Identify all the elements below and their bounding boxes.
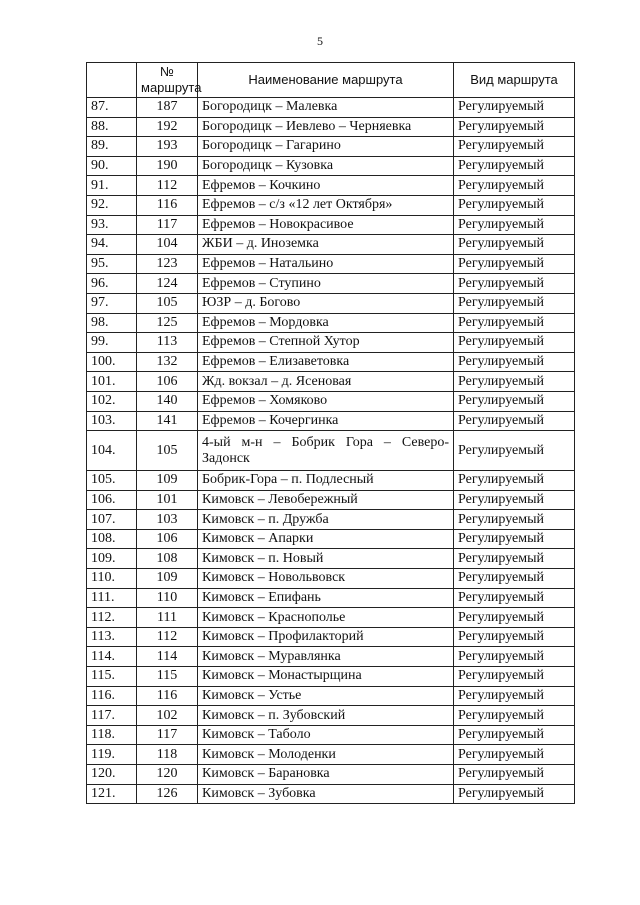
cell-route-number: 101 bbox=[137, 490, 198, 510]
cell-route-number: 112 bbox=[137, 176, 198, 196]
cell-route-type: Регулируемый bbox=[454, 569, 575, 589]
cell-route-type: Регулируемый bbox=[454, 510, 575, 530]
cell-route-name: ЖБИ – д. Иноземка bbox=[198, 235, 454, 255]
cell-route-number: 117 bbox=[137, 215, 198, 235]
table-row bbox=[87, 588, 575, 608]
cell-route-type: Регулируемый bbox=[454, 98, 575, 118]
cell-route-type: Регулируемый bbox=[454, 117, 575, 137]
cell-route-name: Ефремов – Новокрасивое bbox=[198, 215, 454, 235]
cell-route-type: Регулируемый bbox=[454, 254, 575, 274]
cell-route-number: 105 bbox=[137, 431, 198, 471]
cell-route-type: Регулируемый bbox=[454, 215, 575, 235]
table-row bbox=[87, 137, 575, 157]
cell-index: 107. bbox=[87, 510, 137, 530]
table-row bbox=[87, 254, 575, 274]
cell-index: 88. bbox=[87, 117, 137, 137]
cell-route-type: Регулируемый bbox=[454, 352, 575, 372]
cell-route-number: 187 bbox=[137, 98, 198, 118]
cell-route-name: Кимовск – Апарки bbox=[198, 529, 454, 549]
cell-route-number: 106 bbox=[137, 372, 198, 392]
cell-index: 101. bbox=[87, 372, 137, 392]
cell-index: 94. bbox=[87, 235, 137, 255]
cell-route-number: 104 bbox=[137, 235, 198, 255]
cell-route-number: 113 bbox=[137, 333, 198, 353]
cell-index: 111. bbox=[87, 588, 137, 608]
table-row bbox=[87, 195, 575, 215]
cell-route-type: Регулируемый bbox=[454, 176, 575, 196]
cell-route-number: 123 bbox=[137, 254, 198, 274]
cell-route-name: Ефремов – Натальино bbox=[198, 254, 454, 274]
cell-route-number: 109 bbox=[137, 471, 198, 491]
cell-route-type: Регулируемый bbox=[454, 608, 575, 628]
table-row bbox=[87, 510, 575, 530]
table-row bbox=[87, 549, 575, 569]
table-row bbox=[87, 431, 575, 471]
cell-route-name: Богородицк – Гагарино bbox=[198, 137, 454, 157]
cell-route-name: Ефремов – Елизаветовка bbox=[198, 352, 454, 372]
cell-route-name: Кимовск – Краснополье bbox=[198, 608, 454, 628]
cell-index: 109. bbox=[87, 549, 137, 569]
table-row bbox=[87, 706, 575, 726]
routes-table bbox=[86, 62, 575, 804]
cell-route-type: Регулируемый bbox=[454, 411, 575, 431]
cell-index: 119. bbox=[87, 745, 137, 765]
cell-route-name: Кимовск – п. Зубовский bbox=[198, 706, 454, 726]
table-row bbox=[87, 274, 575, 294]
cell-route-name: 4-ый м-н – Бобрик Гора – Северо-Задонск bbox=[198, 431, 454, 471]
cell-route-name: Кимовск – Таболо bbox=[198, 725, 454, 745]
table-row bbox=[87, 490, 575, 510]
table-row bbox=[87, 352, 575, 372]
cell-route-name: Кимовск – Монастырщина bbox=[198, 667, 454, 687]
cell-route-number: 114 bbox=[137, 647, 198, 667]
page-number: 5 bbox=[317, 34, 323, 48]
cell-index: 102. bbox=[87, 391, 137, 411]
cell-route-name: Кимовск – Зубовка bbox=[198, 784, 454, 804]
cell-route-number: 102 bbox=[137, 706, 198, 726]
cell-index: 92. bbox=[87, 195, 137, 215]
cell-route-name: Жд. вокзал – д. Ясеновая bbox=[198, 372, 454, 392]
table-row bbox=[87, 529, 575, 549]
cell-index: 89. bbox=[87, 137, 137, 157]
cell-index: 98. bbox=[87, 313, 137, 333]
cell-route-type: Регулируемый bbox=[454, 431, 575, 471]
cell-route-number: 106 bbox=[137, 529, 198, 549]
cell-route-name: Кимовск – Профилакторий bbox=[198, 627, 454, 647]
table-row bbox=[87, 745, 575, 765]
table-row bbox=[87, 293, 575, 313]
cell-route-number: 118 bbox=[137, 745, 198, 765]
cell-index: 90. bbox=[87, 156, 137, 176]
cell-route-name: Кимовск – Новольвовск bbox=[198, 569, 454, 589]
cell-index: 110. bbox=[87, 569, 137, 589]
cell-route-name: Кимовск – Епифань bbox=[198, 588, 454, 608]
cell-index: 100. bbox=[87, 352, 137, 372]
cell-route-number: 192 bbox=[137, 117, 198, 137]
cell-route-name: Кимовск – п. Дружба bbox=[198, 510, 454, 530]
header-route-type: Вид маршрута bbox=[454, 63, 575, 98]
table-body bbox=[87, 98, 575, 804]
cell-route-type: Регулируемый bbox=[454, 588, 575, 608]
cell-index: 103. bbox=[87, 411, 137, 431]
header-route-number-line2: маршрута bbox=[141, 80, 202, 95]
cell-route-type: Регулируемый bbox=[454, 529, 575, 549]
cell-route-number: 132 bbox=[137, 352, 198, 372]
cell-route-type: Регулируемый bbox=[454, 549, 575, 569]
cell-route-type: Регулируемый bbox=[454, 471, 575, 491]
cell-route-number: 110 bbox=[137, 588, 198, 608]
cell-route-number: 116 bbox=[137, 686, 198, 706]
cell-index: 115. bbox=[87, 667, 137, 687]
cell-route-name: Ефремов – Хомяково bbox=[198, 391, 454, 411]
cell-route-name: Кимовск – Левобережный bbox=[198, 490, 454, 510]
cell-index: 114. bbox=[87, 647, 137, 667]
cell-index: 97. bbox=[87, 293, 137, 313]
table-header-row bbox=[87, 63, 575, 98]
cell-index: 120. bbox=[87, 765, 137, 785]
cell-route-number: 140 bbox=[137, 391, 198, 411]
cell-route-type: Регулируемый bbox=[454, 235, 575, 255]
cell-route-type: Регулируемый bbox=[454, 372, 575, 392]
cell-route-name: Кимовск – Барановка bbox=[198, 765, 454, 785]
cell-route-name: Кимовск – п. Новый bbox=[198, 549, 454, 569]
cell-route-name: Кимовск – Устье bbox=[198, 686, 454, 706]
table-row bbox=[87, 333, 575, 353]
cell-index: 96. bbox=[87, 274, 137, 294]
cell-route-type: Регулируемый bbox=[454, 765, 575, 785]
cell-route-name: Ефремов – Кочкино bbox=[198, 176, 454, 196]
cell-index: 95. bbox=[87, 254, 137, 274]
cell-route-number: 103 bbox=[137, 510, 198, 530]
header-route-name: Наименование маршрута bbox=[198, 63, 454, 98]
cell-route-number: 126 bbox=[137, 784, 198, 804]
cell-route-name: Ефремов – Ступино bbox=[198, 274, 454, 294]
cell-route-number: 190 bbox=[137, 156, 198, 176]
cell-route-type: Регулируемый bbox=[454, 647, 575, 667]
cell-route-type: Регулируемый bbox=[454, 274, 575, 294]
cell-route-name: ЮЗР – д. Богово bbox=[198, 293, 454, 313]
cell-route-number: 125 bbox=[137, 313, 198, 333]
cell-route-type: Регулируемый bbox=[454, 725, 575, 745]
cell-route-type: Регулируемый bbox=[454, 333, 575, 353]
cell-route-number: 141 bbox=[137, 411, 198, 431]
cell-route-name: Богородицк – Иевлево – Черняевка bbox=[198, 117, 454, 137]
cell-route-type: Регулируемый bbox=[454, 706, 575, 726]
cell-route-name: Богородицк – Кузовка bbox=[198, 156, 454, 176]
cell-route-number: 124 bbox=[137, 274, 198, 294]
table-row bbox=[87, 667, 575, 687]
cell-route-type: Регулируемый bbox=[454, 745, 575, 765]
cell-route-type: Регулируемый bbox=[454, 137, 575, 157]
cell-route-name: Кимовск – Молоденки bbox=[198, 745, 454, 765]
cell-route-name: Ефремов – Степной Хутор bbox=[198, 333, 454, 353]
table-row bbox=[87, 372, 575, 392]
table-row bbox=[87, 608, 575, 628]
table-row bbox=[87, 391, 575, 411]
cell-index: 108. bbox=[87, 529, 137, 549]
cell-route-name: Ефремов – Кочергинка bbox=[198, 411, 454, 431]
cell-route-type: Регулируемый bbox=[454, 490, 575, 510]
table-row bbox=[87, 627, 575, 647]
cell-index: 99. bbox=[87, 333, 137, 353]
cell-route-type: Регулируемый bbox=[454, 313, 575, 333]
cell-route-number: 105 bbox=[137, 293, 198, 313]
cell-route-type: Регулируемый bbox=[454, 784, 575, 804]
header-index bbox=[87, 63, 137, 98]
table-row bbox=[87, 784, 575, 804]
table-row bbox=[87, 471, 575, 491]
cell-route-name: Кимовск – Муравлянка bbox=[198, 647, 454, 667]
table-row bbox=[87, 156, 575, 176]
table-row bbox=[87, 313, 575, 333]
header-route-number bbox=[137, 63, 202, 98]
cell-route-name: Бобрик-Гора – п. Подлесный bbox=[198, 471, 454, 491]
table-row bbox=[87, 98, 575, 118]
cell-route-type: Регулируемый bbox=[454, 195, 575, 215]
cell-index: 93. bbox=[87, 215, 137, 235]
cell-route-number: 111 bbox=[137, 608, 198, 628]
cell-route-number: 109 bbox=[137, 569, 198, 589]
cell-index: 112. bbox=[87, 608, 137, 628]
cell-index: 113. bbox=[87, 627, 137, 647]
cell-index: 106. bbox=[87, 490, 137, 510]
table-row bbox=[87, 686, 575, 706]
cell-index: 121. bbox=[87, 784, 137, 804]
cell-index: 118. bbox=[87, 725, 137, 745]
table-row bbox=[87, 765, 575, 785]
cell-index: 87. bbox=[87, 98, 137, 118]
cell-index: 105. bbox=[87, 471, 137, 491]
cell-route-number: 117 bbox=[137, 725, 198, 745]
cell-route-type: Регулируемый bbox=[454, 686, 575, 706]
cell-route-number: 120 bbox=[137, 765, 198, 785]
cell-route-name: Богородицк – Малевка bbox=[198, 98, 454, 118]
cell-index: 117. bbox=[87, 706, 137, 726]
cell-route-number: 193 bbox=[137, 137, 198, 157]
cell-route-type: Регулируемый bbox=[454, 156, 575, 176]
cell-index: 91. bbox=[87, 176, 137, 196]
table-row bbox=[87, 647, 575, 667]
header-route-number-line1: № bbox=[160, 64, 174, 79]
cell-route-number: 115 bbox=[137, 667, 198, 687]
cell-route-name: Ефремов – с/з «12 лет Октября» bbox=[198, 195, 454, 215]
cell-route-type: Регулируемый bbox=[454, 627, 575, 647]
cell-route-name: Ефремов – Мордовка bbox=[198, 313, 454, 333]
cell-index: 116. bbox=[87, 686, 137, 706]
table-row bbox=[87, 569, 575, 589]
table-row bbox=[87, 117, 575, 137]
cell-route-type: Регулируемый bbox=[454, 391, 575, 411]
table-row bbox=[87, 215, 575, 235]
cell-route-number: 112 bbox=[137, 627, 198, 647]
cell-route-type: Регулируемый bbox=[454, 667, 575, 687]
table-row bbox=[87, 235, 575, 255]
table-row bbox=[87, 411, 575, 431]
table-row bbox=[87, 725, 575, 745]
cell-route-number: 116 bbox=[137, 195, 198, 215]
table-row bbox=[87, 176, 575, 196]
cell-route-number: 108 bbox=[137, 549, 198, 569]
cell-route-type: Регулируемый bbox=[454, 293, 575, 313]
cell-index: 104. bbox=[87, 431, 137, 471]
